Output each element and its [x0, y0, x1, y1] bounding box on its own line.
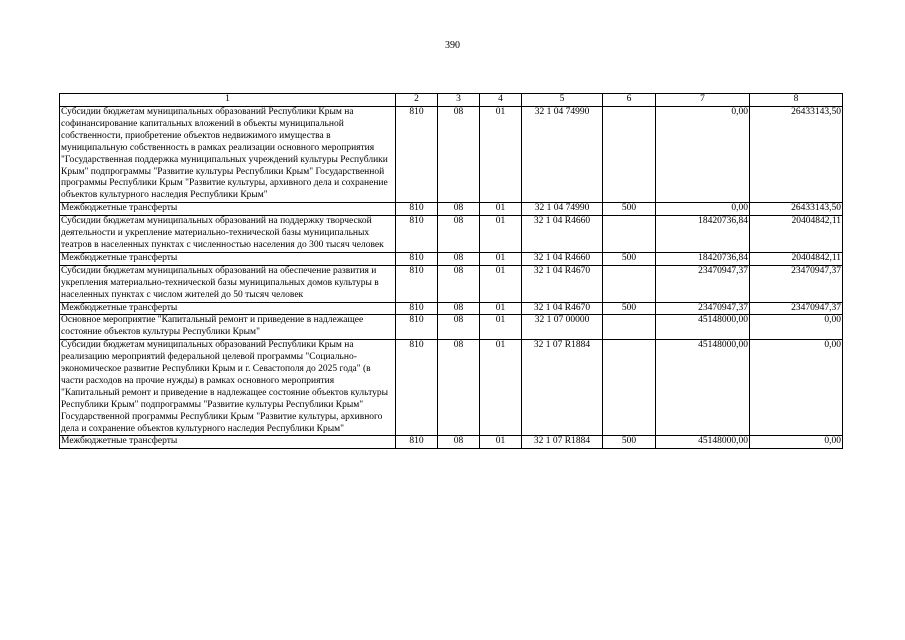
table-row [60, 265, 843, 302]
row-section: 08 [438, 302, 480, 315]
row-code-2: 810 [396, 302, 438, 315]
row-amount-col-7: 45148000,00 [656, 315, 750, 340]
row-subsection: 01 [480, 252, 522, 265]
header-col-6: 6 [603, 94, 656, 107]
row-code-2: 810 [396, 315, 438, 340]
header-col-5: 5 [522, 94, 603, 107]
row-expense-type: 500 [603, 302, 656, 315]
table-row [60, 436, 843, 449]
row-amount-col-7: 0,00 [656, 203, 750, 216]
row-code-2: 810 [396, 265, 438, 302]
row-description: Субсидии бюджетам муниципальных образований Республики Крым на софинансирование капитальных вложений в объекты муниципальной собственности, приобретение объектов недвижимого имущества в муниципальную собственность в рамках реализации основного мероприятия "Государственная поддержка муниципальных учреждений культуры Республики Крым" подпрограммы "Развитие культуры Республики Крым" Государственной программы Республики Крым "Развитие культуры, архивного дела и сохранение объектов культурного наследия Республики Крым" [60, 107, 396, 203]
table-row [60, 315, 843, 340]
row-section: 08 [438, 252, 480, 265]
row-amount-col-8: 20404842,11 [750, 216, 843, 253]
header-col-3: 3 [438, 94, 480, 107]
row-amount-col-7: 23470947,37 [656, 302, 750, 315]
row-amount-col-8: 0,00 [750, 315, 843, 340]
row-section: 08 [438, 315, 480, 340]
row-code-2: 810 [396, 107, 438, 203]
row-code-2: 810 [396, 203, 438, 216]
row-description: Межбюджетные трансферты [60, 302, 396, 315]
row-target-article: 32 1 07 00000 [522, 315, 603, 340]
table-row [60, 252, 843, 265]
row-description: Субсидии бюджетам муниципальных образований Республики Крым на реализацию мероприятий федеральной целевой программы "Социально-экономическое развитие Республики Крым и г. Севастополя до 2025 года" (в части расходов на прочие нужды) в рамках основного мероприятия "Капитальный ремонт и приведение в надлежащее состояние объектов культуры Республики Крым" подпрограммы "Развитие культуры Республики Крым" Государственной программы Республики Крым "Развитие культуры, архивного дела и сохранение объектов культурного наследия Республики Крым" [60, 340, 396, 436]
row-subsection: 01 [480, 216, 522, 253]
row-section: 08 [438, 340, 480, 436]
row-description: Межбюджетные трансферты [60, 203, 396, 216]
row-target-article: 32 1 04 R4660 [522, 216, 603, 253]
budget-table [59, 93, 843, 449]
row-amount-col-8: 20404842,11 [750, 252, 843, 265]
table-row [60, 107, 843, 203]
table-row [60, 302, 843, 315]
row-code-2: 810 [396, 340, 438, 436]
row-description: Межбюджетные трансферты [60, 436, 396, 449]
row-target-article: 32 1 04 74990 [522, 107, 603, 203]
header-col-1: 1 [60, 94, 396, 107]
row-amount-col-8: 0,00 [750, 436, 843, 449]
row-amount-col-8: 23470947,37 [750, 265, 843, 302]
row-subsection: 01 [480, 265, 522, 302]
row-expense-type [603, 216, 656, 253]
table-row [60, 340, 843, 436]
table-row [60, 216, 843, 253]
row-code-2: 810 [396, 436, 438, 449]
row-code-2: 810 [396, 252, 438, 265]
row-target-article: 32 1 04 R4660 [522, 252, 603, 265]
header-col-2: 2 [396, 94, 438, 107]
row-amount-col-8: 26433143,50 [750, 107, 843, 203]
row-amount-col-7: 18420736,84 [656, 216, 750, 253]
table-row [60, 203, 843, 216]
header-col-8: 8 [750, 94, 843, 107]
row-amount-col-7: 23470947,37 [656, 265, 750, 302]
row-expense-type: 500 [603, 203, 656, 216]
row-description: Субсидии бюджетам муниципальных образований на поддержку творческой деятельности и укрепление материально-технической базы муниципальных театров в населенных пунктах с численностью населения до 300 тысяч человек [60, 216, 396, 253]
row-code-2: 810 [396, 216, 438, 253]
row-expense-type [603, 265, 656, 302]
row-subsection: 01 [480, 340, 522, 436]
row-section: 08 [438, 265, 480, 302]
row-target-article: 32 1 04 74990 [522, 203, 603, 216]
row-subsection: 01 [480, 203, 522, 216]
page-number: 390 [445, 40, 460, 51]
row-description: Межбюджетные трансферты [60, 252, 396, 265]
row-description: Основное мероприятие "Капитальный ремонт и приведение в надлежащее состояние объектов культуры Республики Крым" [60, 315, 396, 340]
row-amount-col-7: 18420736,84 [656, 252, 750, 265]
row-amount-col-7: 45148000,00 [656, 340, 750, 436]
row-section: 08 [438, 436, 480, 449]
row-subsection: 01 [480, 315, 522, 340]
row-expense-type [603, 340, 656, 436]
header-col-7: 7 [656, 94, 750, 107]
row-expense-type: 500 [603, 436, 656, 449]
row-amount-col-8: 26433143,50 [750, 203, 843, 216]
row-expense-type [603, 107, 656, 203]
row-subsection: 01 [480, 302, 522, 315]
row-target-article: 32 1 04 R4670 [522, 302, 603, 315]
header-col-4: 4 [480, 94, 522, 107]
row-section: 08 [438, 107, 480, 203]
row-section: 08 [438, 203, 480, 216]
row-amount-col-7: 0,00 [656, 107, 750, 203]
row-target-article: 32 1 04 R4670 [522, 265, 603, 302]
row-amount-col-7: 45148000,00 [656, 436, 750, 449]
row-description: Субсидии бюджетам муниципальных образований на обеспечение развития и укрепления материально-технической базы муниципальных домов культуры в населенных пунктах с числом жителей до 50 тысяч человек [60, 265, 396, 302]
row-section: 08 [438, 216, 480, 253]
row-expense-type: 500 [603, 252, 656, 265]
row-amount-col-8: 0,00 [750, 340, 843, 436]
row-subsection: 01 [480, 436, 522, 449]
header-row [60, 94, 843, 107]
table-body [60, 107, 843, 449]
row-amount-col-8: 23470947,37 [750, 302, 843, 315]
row-target-article: 32 1 07 R1884 [522, 436, 603, 449]
row-target-article: 32 1 07 R1884 [522, 340, 603, 436]
row-expense-type [603, 315, 656, 340]
row-subsection: 01 [480, 107, 522, 203]
